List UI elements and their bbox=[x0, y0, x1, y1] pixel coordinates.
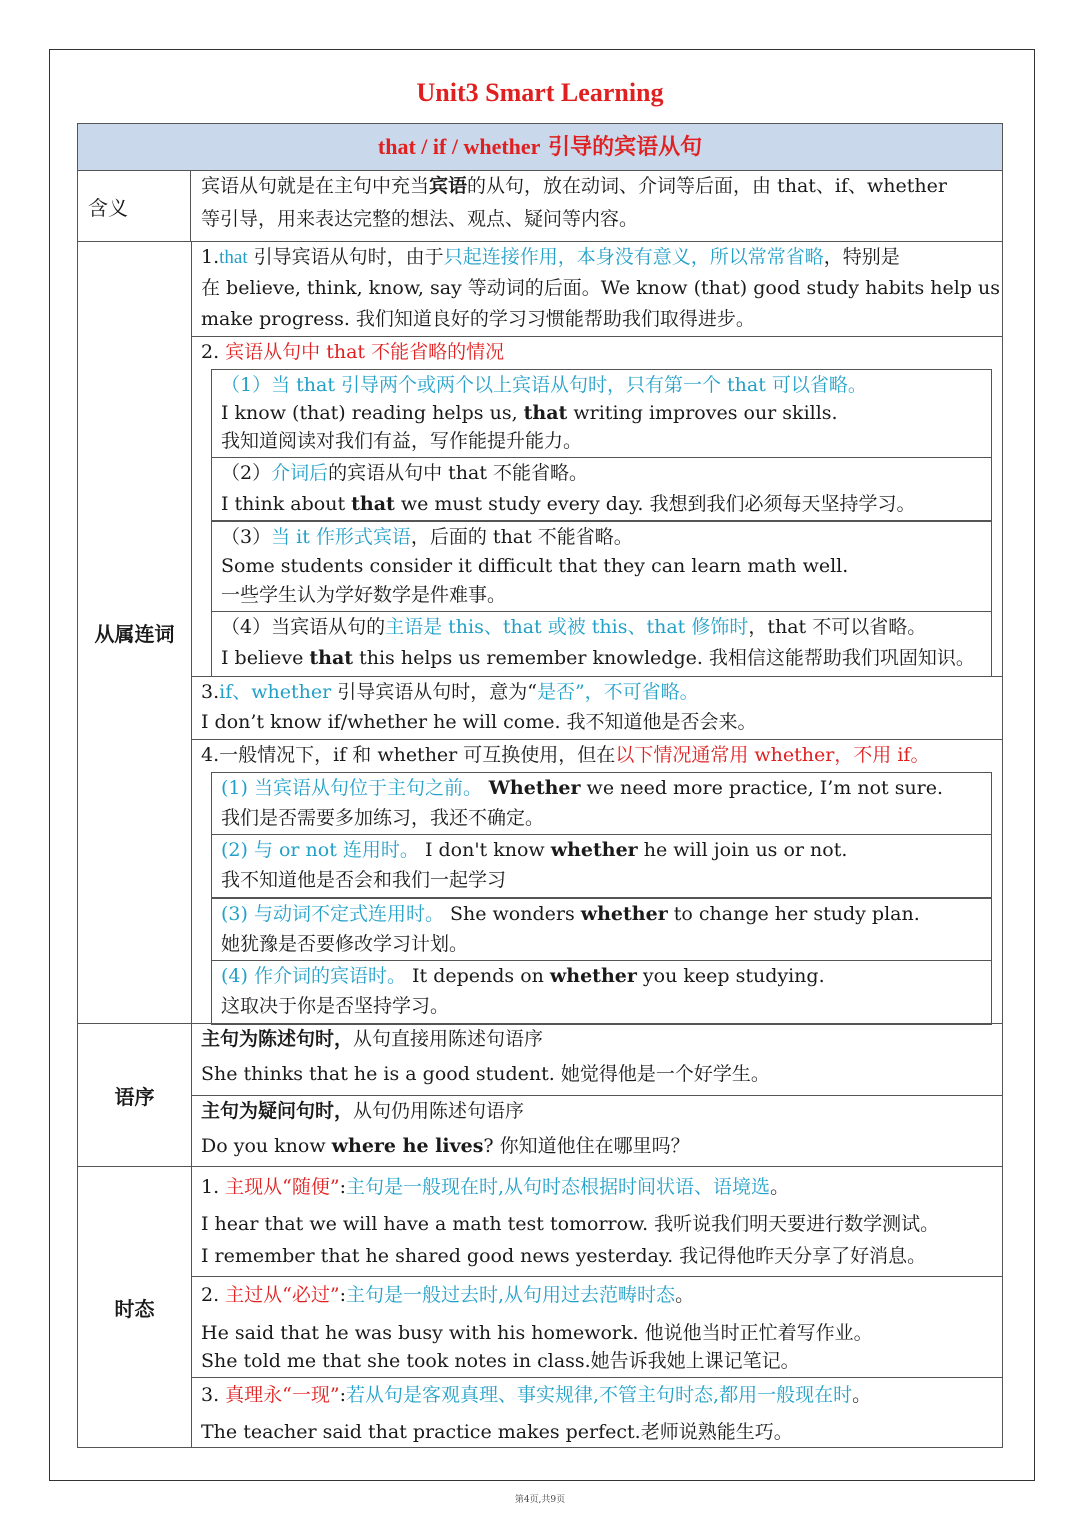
word-order-rule-1-example: She thinks that he is a good student. 她觉得他是一个好学生。 bbox=[201, 1063, 770, 1085]
word-order-rule-1-head: 主句为陈述句时，从句直接用陈述句语序 bbox=[201, 1028, 544, 1050]
conjunction-content bbox=[191, 242, 1002, 1023]
conj-4-sub-2-line-1: (2) 与 or not 连用时。 I don't know whether he will join us or not. bbox=[221, 839, 848, 861]
conj-4-sub-1 bbox=[211, 772, 992, 835]
conj-2-sub-3-cn: 一些学生认为学好数学是件难事。 bbox=[221, 584, 507, 606]
conj-4-sub-1-line-1: (1) 当宾语从句位于主句之前。 Whether we need more practice, I’m not sure. bbox=[221, 777, 944, 799]
conj-2-sub-2-head: （2）介词后的宾语从句中 that 不能省略。 bbox=[221, 462, 589, 484]
conj-4-sub-3-cn: 她犹豫是否要修改学习计划。 bbox=[221, 933, 469, 955]
meaning-line-2: 等引导，用来表达完整的想法、观点、疑问等内容。 bbox=[201, 208, 639, 230]
conj-2-sub-3-head: （3）当 it 作形式宾语，后面的 that 不能省略。 bbox=[221, 526, 633, 548]
section-header bbox=[77, 123, 1003, 171]
conj-point-1-line-3: make progress. 我们知道良好的学习习惯能帮助我们取得进步。 bbox=[201, 308, 755, 330]
doc-title: Unit3 Smart Learning bbox=[416, 78, 664, 107]
conj-4-sub-1-cn: 我们是否需要多加练习，我还不确定。 bbox=[221, 807, 545, 829]
tense-rule-1-example-1: I hear that we will have a math test tomorrow. 我听说我们明天要进行数学测试。 bbox=[201, 1213, 940, 1235]
conj-4-sub-3 bbox=[211, 898, 992, 961]
meaning-content bbox=[191, 171, 1002, 241]
conj-2-sub-1 bbox=[211, 369, 992, 458]
conj-point-1-line-1: 1.that 引导宾语从句时，由于只起连接作用，本身没有意义，所以常常省略，特别是 bbox=[201, 246, 900, 268]
tense-rule-1-example-2: I remember that he shared good news yesterday. 我记得他昨天分享了好消息。 bbox=[201, 1245, 927, 1267]
conj-point-3-line-1: 3.if、whether 引导宾语从句时，意为“是否”，不可省略。 bbox=[201, 681, 699, 703]
word-order-rule-1 bbox=[191, 1024, 1002, 1095]
conj-point-1 bbox=[191, 242, 1002, 336]
conjunction-row bbox=[77, 242, 1003, 1024]
conj-4-sub-4-cn: 这取决于你是否坚持学习。 bbox=[221, 995, 450, 1017]
tense-rule-2-example-2: She told me that she took notes in class.她告诉我她上课记笔记。 bbox=[201, 1350, 800, 1372]
tense-content bbox=[191, 1167, 1002, 1447]
tense-row bbox=[77, 1167, 1003, 1448]
conjunction-label: 从属连词 bbox=[78, 242, 192, 1023]
conj-2-sub-2-en: I think about that we must study every day. 我想到我们必须每天坚持学习。 bbox=[221, 493, 916, 515]
word-order-row bbox=[77, 1024, 1003, 1167]
conj-point-1-line-2: 在 believe, think, know, say 等动词的后面。We know (that) good study habits help us bbox=[201, 277, 1001, 299]
conj-2-sub-3 bbox=[211, 521, 992, 612]
conj-4-sub-2 bbox=[211, 835, 992, 898]
tense-label: 时态 bbox=[78, 1167, 192, 1447]
section-title-en: that / if / whether bbox=[377, 134, 541, 159]
word-order-rule-2-example: Do you know where he lives? 你知道他住在哪里吗？ bbox=[201, 1135, 690, 1157]
conj-4-sub-2-cn: 我不知道他是否会和我们一起学习 bbox=[221, 869, 507, 891]
conj-point-2 bbox=[191, 336, 1002, 676]
tense-rule-3-example: The teacher said that practice makes perfect.老师说熟能生巧。 bbox=[201, 1421, 793, 1443]
section-title-cn: 引导的宾语从句 bbox=[548, 134, 703, 160]
conj-2-sub-2 bbox=[211, 458, 992, 521]
word-order-rule-2 bbox=[191, 1095, 1002, 1167]
meaning-row bbox=[77, 171, 1003, 242]
conj-point-2-heading: 2. 宾语从句中 that 不能省略的情况 bbox=[201, 341, 505, 363]
meaning-label: 含义 bbox=[78, 171, 191, 241]
conj-2-sub-1-en: I know (that) reading helps us, that writing improves our skills. bbox=[221, 402, 838, 424]
word-order-rule-2-head: 主句为疑问句时，从句仍用陈述句语序 bbox=[201, 1100, 525, 1122]
tense-rule-3-head: 3. 真理永“一现”:若从句是客观真理、事实规律,不管主句时态,都用一般现在时。 bbox=[201, 1384, 872, 1406]
conj-2-sub-1-head: （1）当 that 引导两个或两个以上宾语从句时，只有第一个 that 可以省略。 bbox=[221, 374, 867, 396]
conj-point-4-heading: 4.一般情况下，if 和 whether 可互换使用，但在以下情况通常用 whether，不用 if。 bbox=[201, 744, 930, 766]
tense-rule-3 bbox=[191, 1377, 1002, 1448]
meaning-line-1: 宾语从句就是在主句中充当宾语的从句，放在动词、介词等后面，由 that、if、whether bbox=[201, 175, 947, 197]
conj-2-sub-3-en: Some students consider it difficult that they can learn math well. bbox=[221, 555, 849, 577]
conj-2-sub-1-cn: 我知道阅读对我们有益，写作能提升能力。 bbox=[221, 430, 583, 452]
conj-point-3-example: I don’t know if/whether he will come. 我不知道他是否会来。 bbox=[201, 711, 757, 733]
conj-2-sub-4-head: （4）当宾语从句的主语是 this、that 或被 this、that 修饰时，that 不可以省略。 bbox=[221, 616, 927, 638]
conj-2-sub-4 bbox=[211, 612, 992, 677]
word-order-content bbox=[191, 1024, 1002, 1166]
conj-4-sub-4-line-1: (4) 作介词的宾语时。 It depends on whether you keep studying. bbox=[221, 965, 825, 987]
page-footer: 第4页,共9页 bbox=[514, 1495, 566, 1505]
tense-rule-2-head: 2. 主过从“必过”:主句是一般过去时,从句用过去范畴时态。 bbox=[201, 1284, 695, 1306]
tense-rule-1 bbox=[191, 1167, 1002, 1276]
conj-point-4 bbox=[191, 739, 1002, 1024]
tense-rule-2-example-1: He said that he was busy with his homework. 他说他当时正忙着写作业。 bbox=[201, 1322, 873, 1344]
tense-rule-1-head: 1. 主现从“随便”:主句是一般现在时,从句时态根据时间状语、语境选。 bbox=[201, 1176, 790, 1198]
tense-rule-2 bbox=[191, 1276, 1002, 1377]
conj-point-3 bbox=[191, 676, 1002, 739]
conj-4-sub-4 bbox=[211, 961, 992, 1025]
conj-2-sub-4-en: I believe that this helps us remember knowledge. 我相信这能帮助我们巩固知识。 bbox=[221, 647, 975, 669]
word-order-label: 语序 bbox=[78, 1024, 192, 1166]
conj-4-sub-3-line-1: (3) 与动词不定式连用时。 She wonders whether to change her study plan. bbox=[221, 903, 920, 925]
